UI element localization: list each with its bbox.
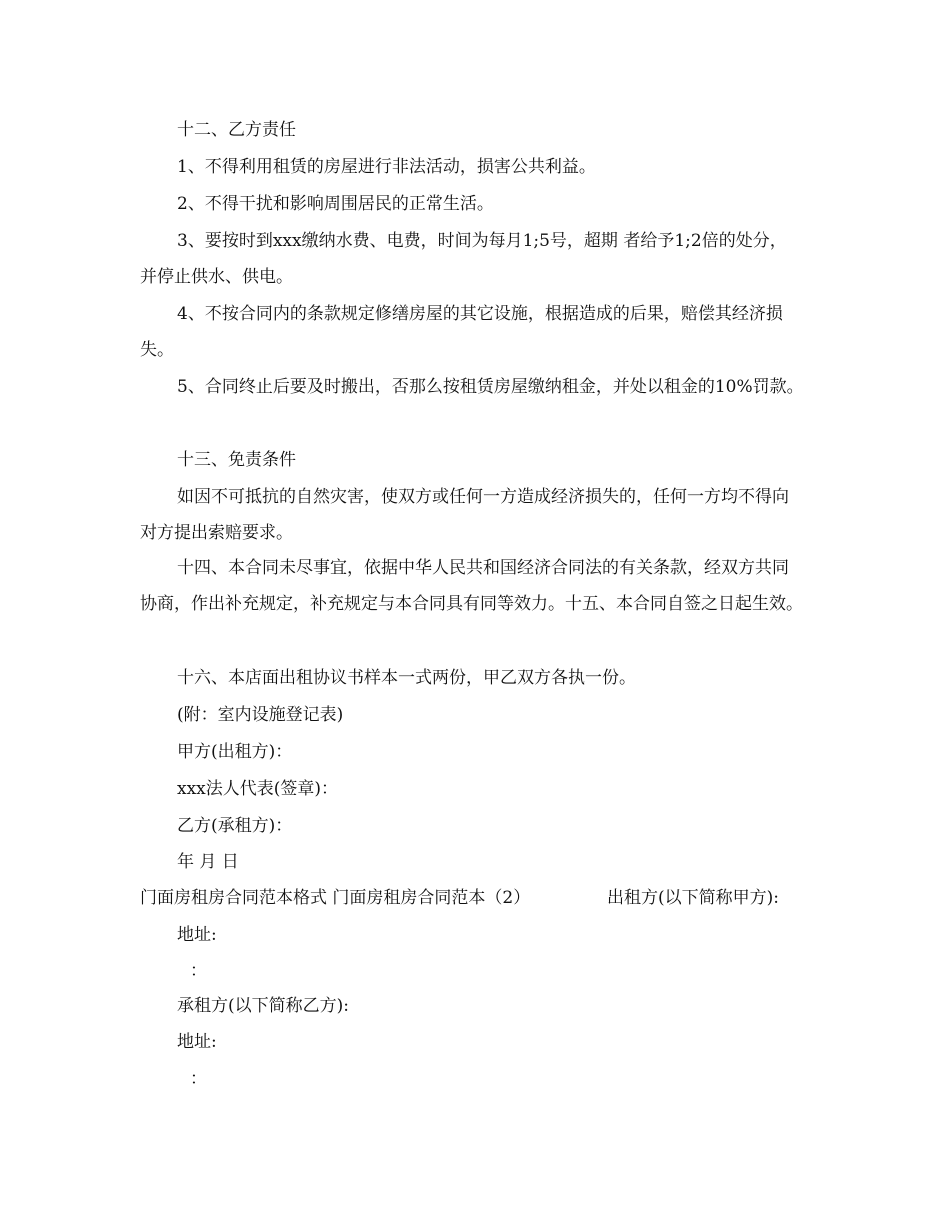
clause-12-item-4: 4、不按合同内的条款规定修缮房屋的其它设施，根据造成的后果，赔偿其经济损失。: [140, 304, 783, 360]
clause-13-text: 如因不可抵抗的自然灾害，使双方或任何一方造成经济损失的，任何一方均不得向对方提出索赔要求。: [140, 487, 789, 543]
attachment-note: (附：室内设施登记表): [177, 705, 344, 725]
clause-12-item-1: 1、不得利用租赁的房屋进行非法活动，损害公共利益。: [177, 157, 596, 177]
clause-14-text: 十四、本合同未尽事宜，依据中华人民共和国经济合同法的有关条款，经双方共同协商，作出补充规定，补充规定与本合同具有同等效力。十五、本合同自签之日起生效。: [140, 558, 803, 614]
address-label-2: 地址:: [177, 1032, 217, 1052]
address-colon-1: ：: [190, 961, 207, 981]
clause-12-item-2: 2、不得干扰和影响周围居民的正常生活。: [177, 194, 494, 214]
clause-12-item-5: 5、合同终止后要及时搬出，否那么按租赁房屋缴纳租金，并处以租金的10%罚款。: [177, 377, 804, 397]
clause-13-title: 十三、免责条件: [177, 450, 296, 470]
clause-16-text: 十六、本店面出租协议书样本一式两份，甲乙双方各执一份。: [177, 668, 636, 688]
address-label-1: 地址:: [177, 925, 217, 945]
legal-rep-label: xxx法人代表(签章)：: [177, 779, 339, 799]
clause-12-title: 十二、乙方责任: [177, 120, 296, 140]
party-b-label: 乙方(承租方)：: [177, 816, 293, 836]
lessor-label: 出租方(以下简称甲方):: [607, 888, 779, 908]
address-colon-2: ：: [190, 1069, 207, 1089]
date-line: 年 月 日: [177, 852, 239, 872]
next-contract-title: 门面房租房合同范本格式 门面房租房合同范本（2）: [140, 888, 531, 908]
clause-12-item-3: 3、要按时到xxx缴纳水费、电费，时间为每月1;5号，超期 者给予1;2倍的处分， 并停止供水、供电。: [140, 231, 787, 287]
lessee-label: 承租方(以下简称乙方):: [177, 996, 349, 1016]
party-a-label: 甲方(出租方)：: [177, 742, 293, 762]
